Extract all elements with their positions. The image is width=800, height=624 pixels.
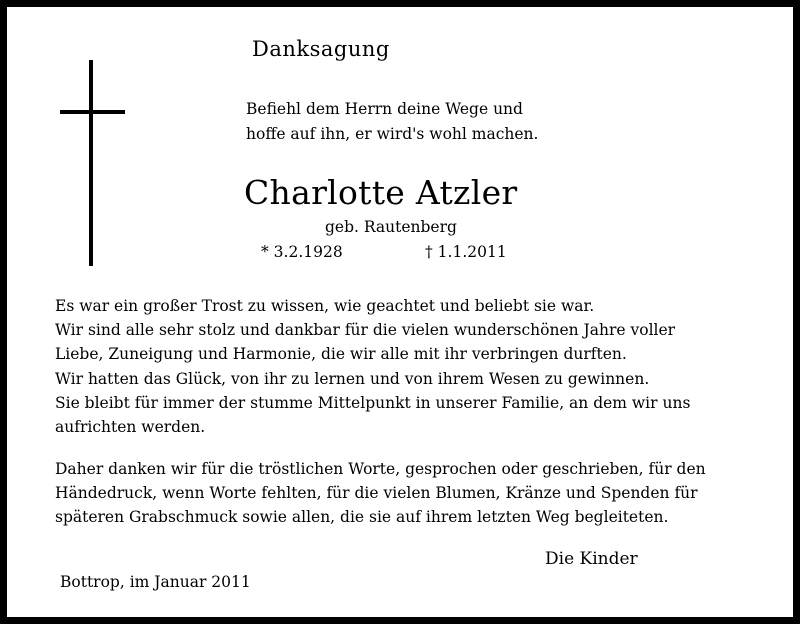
verse-line: hoffe auf ihn, er wird's wohl machen. [246,125,539,143]
place-date: Bottrop, im Januar 2011 [60,573,251,591]
notice-title: Danksagung [252,37,390,61]
text-line: Daher danken wir für die tröstlichen Worte, gesprochen oder geschrieben, für den [55,460,706,478]
birth-name: geb. Rautenberg [325,218,457,236]
text-line: späteren Grabschmuck sowie allen, die sie auf ihrem letzten Weg begleiteten. [55,508,669,527]
signature: Die Kinder [545,549,638,569]
paragraph-thanks [55,457,706,530]
text-line: Wir hatten das Glück, von ihr zu lernen und von ihrem Wesen zu gewinnen. [55,369,650,388]
text-line: Es war ein großer Trost zu wissen, wie geachtet und beliebt sie war. [55,297,595,315]
text-line: Händedruck, wenn Worte fehlten, für die vielen Blumen, Kränze und Spenden für [55,484,698,503]
deceased-name: Charlotte Atzler [244,173,518,212]
cross-icon-bar [60,110,125,114]
verse-line: Befiehl dem Herrn deine Wege und [246,100,523,118]
text-line: Sie bleibt für immer der stumme Mittelpunkt in unserer Familie, an dem wir uns [55,393,691,412]
cross-icon [89,60,93,266]
bible-verse [246,97,538,147]
birth-date: * 3.2.1928 [261,243,343,261]
text-line: Liebe, Zuneigung und Harmonie, die wir alle mit ihr verbringen durften. [55,345,627,364]
text-line: aufrichten werden. [55,418,206,437]
paragraph-memories [55,294,690,439]
death-date: † 1.1.2011 [425,243,507,261]
text-line: Wir sind alle sehr stolz und dankbar für die vielen wunderschönen Jahre voller [55,321,676,340]
